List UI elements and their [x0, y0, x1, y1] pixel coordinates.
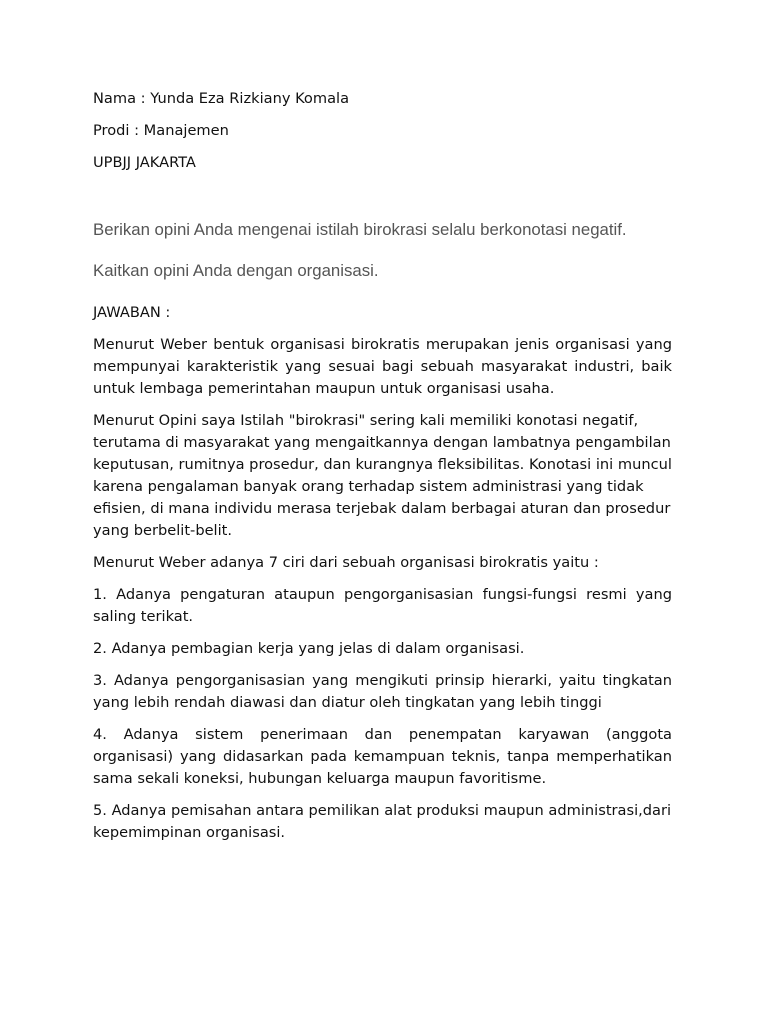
list-item-1: 1. Adanya pengaturan ataupun pengorganisasian fungsi-fungsi resmi yang saling terikat.: [93, 586, 672, 625]
question-1: Berikan opini Anda mengenai istilah birokrasi selalu berkonotasi negatif.: [93, 220, 627, 239]
answer-paragraph-3: Menurut Weber adanya 7 ciri dari sebuah organisasi birokratis yaitu :: [93, 554, 599, 571]
upbjj-location: UPBJJ JAKARTA: [93, 154, 196, 171]
study-program: Prodi : Manajemen: [93, 122, 229, 139]
student-name: Nama : Yunda Eza Rizkiany Komala: [93, 90, 350, 107]
answer-paragraph-2: Menurut Opini saya Istilah "birokrasi" sering kali memiliki konotasi negatif, terutama di masyarakat yang mengaitkannya dengan lambatnya pengambilan keputusan, rumitnya prosedur, dan kurangnya fleksibilitas. Konotasi ini muncul karena pengalaman banyak orang terhadap sistem administrasi yang tidak efisien, di mana individu merasa terjebak dalam berbagai aturan dan prosedur yang berbelit-belit.: [93, 412, 672, 539]
answer-paragraph-1: Menurut Weber bentuk organisasi birokratis merupakan jenis organisasi yang mempunyai karakteristik yang sesuai bagi sebuah masyarakat industri, baik untuk lembaga pemerintahan maupun untuk organisasi usaha.: [93, 336, 672, 397]
answer-label: JAWABAN :: [93, 304, 171, 321]
list-item-4: 4. Adanya sistem penerimaan dan penempatan karyawan (anggota organisasi) yang didasarkan pada kemampuan teknis, tanpa memperhatikan sama sekali koneksi, hubungan keluarga maupun favoritisme.: [93, 726, 672, 787]
list-item-3: 3. Adanya pengorganisasian yang mengikuti prinsip hierarki, yaitu tingkatan yang lebih rendah diawasi dan diatur oleh tingkatan yang lebih tinggi: [93, 672, 672, 711]
list-item-2: 2. Adanya pembagian kerja yang jelas di dalam organisasi.: [93, 640, 525, 657]
list-item-5: 5. Adanya pemisahan antara pemilikan alat produksi maupun administrasi,dari kepemimpinan organisasi.: [93, 802, 672, 841]
question-2: Kaitkan opini Anda dengan organisasi.: [93, 261, 379, 280]
